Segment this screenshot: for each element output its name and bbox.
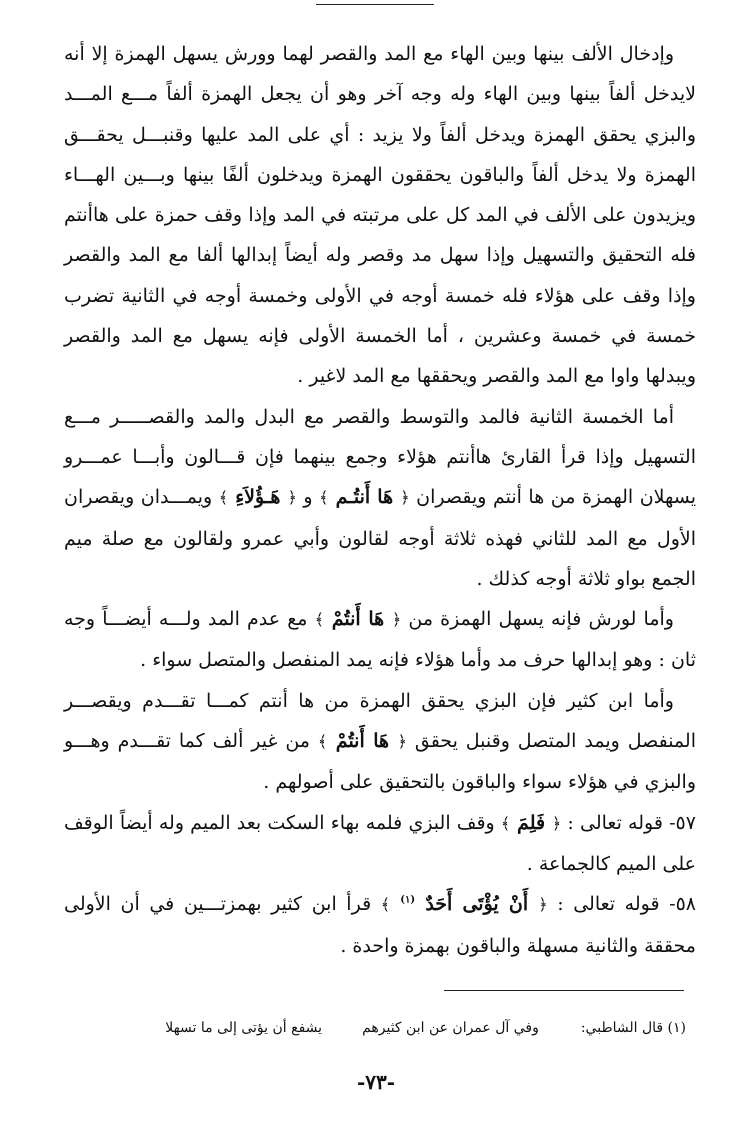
paragraph-4-after: من غير ألف كما تقـــدم وهـــو والبزي في هؤلاء سواء والباقون بالتحقيق على أصولهم . — [64, 730, 696, 794]
quote-text: هَـؤُلاَءِ — [235, 486, 281, 509]
item-number: ٥٨- — [669, 893, 696, 916]
quote-text: هَا أَنتُـم — [335, 486, 394, 509]
paragraph-4-before: وأما ابن كثير فإن البزي يحقق الهمزة من ها أنتم كمـــا تقـــدم ويقصـــر المنفصل ويمد المتصل وقنبل يحقق — [64, 689, 696, 753]
quote-open-bracket: ﴿ — [391, 610, 402, 630]
paragraph-6 — [64, 884, 696, 966]
quran-quote — [501, 812, 561, 834]
quran-quote — [381, 893, 548, 915]
paragraph-3-after: مع عدم المد ولـــه أيضـــاً وجه ثان : وهو إبدالها حرف مد وأما هؤلاء فإنه يمد المنفصل والمتصل سواء . — [64, 608, 696, 672]
main-text — [64, 34, 696, 966]
quote-text: هَا أَنتُمْ — [335, 730, 390, 753]
quran-quote — [219, 486, 297, 508]
paragraph-3 — [64, 599, 696, 681]
quote-close-bracket: ﴾ — [319, 488, 329, 508]
footnote — [108, 1015, 686, 1041]
quote-open-bracket: ﴿ — [551, 813, 562, 833]
quote-close-bracket: ﴾ — [314, 610, 324, 630]
footnote-reference[interactable]: (١) — [400, 894, 416, 906]
quran-quote — [318, 730, 407, 752]
quran-quote — [319, 486, 409, 508]
quote-text: أَنْ يُؤْتَى أَحَدٌ — [425, 893, 529, 916]
paragraph-5-after: وقف البزي فلمه بهاء السكت بعد الميم وله أيضاً الوقف على الميم كالجماعة . — [64, 811, 696, 875]
paragraph-1: وإدخال الألف بينها وبين الهاء مع المد والقصر لهما وورش يسهل الهمزة إلا أنه لايدخل ألفاً بينها وبين الهاء وله وجه آخر وهو أن يجعل الهمزة ألفاً مـــع المـــد والبزي يحقق الهمزة ويدخل ألفاً ولا يزيد : أي على المد عليها وقنبـــل يحقـــق الهمزة ولا يدخل ألفاً والباقون يحققون الهمزة ويدخلون ألفًا بينها وبـــين الهـــاء ويزيدون على الألف في المد كل على مرتبته في المد وإذا وقف حمزة على هاأنتم فله التحقيق والتسهيل وإذا سهل مد وقصر وله أيضاً إبدالها ألفا مع المد والقصر وإذا وقف على هؤلاء فله خمسة أوجه في الأولى وخمسة أوجه في الثانية تضرب خمسة في خمسة وعشرين ، أما الخمسة الأولى فإنه يسهل مع المد والقصر ويبدلها واوا مع المد والقصر ويحققها مع المد لاغير . — [64, 43, 696, 388]
quote-open-bracket: ﴿ — [397, 732, 407, 752]
paragraph-6-before: قوله تعالى : — [557, 893, 660, 916]
quote-close-bracket: ﴾ — [380, 895, 391, 915]
paragraph-2-before: أما الخمسة الثانية فالمد والتوسط والقصر مع البدل والمد والقصـــــر مـــع التسهيل وإذا قرأ القارئ هاأنتم هؤلاء وجمع بينهما فإن قـــالون وأبـــا عمـــرو يسهلان الهمزة من ها أنتم ويقصران — [64, 405, 697, 509]
footnote-divider-line — [444, 990, 684, 991]
footnote-label: (١) قال الشاطبي: — [580, 1020, 686, 1036]
quote-text: فَلِمَ — [517, 811, 546, 834]
paragraph-5 — [64, 803, 696, 885]
paragraph-4 — [64, 681, 696, 803]
paragraph-5-before: قوله تعالى : — [567, 811, 663, 834]
footnote-verse-first-half: وفي آل عمران عن ابن كثيرهم — [362, 1020, 539, 1036]
page-number: -٧٣- — [356, 1070, 396, 1094]
quote-open-bracket: ﴿ — [538, 895, 548, 915]
footnote-verse-second-half: يشفع أن يؤتى إلى ما تسهلا — [165, 1020, 323, 1036]
item-number: ٥٧- — [669, 811, 696, 834]
top-divider-line — [316, 4, 434, 5]
quote-close-bracket: ﴾ — [218, 488, 229, 508]
paragraph-2-middle: و — [303, 486, 313, 509]
quote-close-bracket: ﴾ — [317, 732, 328, 752]
quote-open-bracket: ﴿ — [400, 488, 410, 508]
paragraph-2 — [64, 397, 696, 599]
quote-text: هَا أَنتُمْ — [331, 608, 385, 631]
paragraph-2-after: ويمـــدان ويقصران الأول مع المد للثاني فهذه ثلاثة أوجه لقالون وأبي عمرو ولقالون مع صلة ميم الجمع بواو ثلاثة أوجه كذلك . — [64, 486, 696, 590]
paragraph-6-after: قرأ ابن كثير بهمزتـــين في أن الأولى محققة والثانية مسهلة والباقون بهمزة واحدة . — [64, 893, 696, 957]
quote-close-bracket: ﴾ — [500, 813, 511, 833]
paragraph-3-before: وأما لورش فإنه يسهل الهمزة من — [408, 608, 674, 631]
quote-open-bracket: ﴿ — [287, 488, 297, 508]
quran-quote — [315, 608, 402, 630]
